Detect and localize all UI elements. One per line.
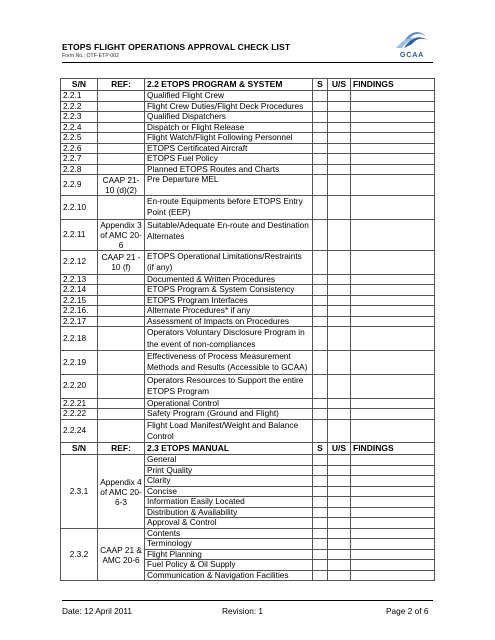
ref-cell bbox=[98, 409, 145, 420]
s-cell[interactable] bbox=[313, 196, 328, 220]
s-cell[interactable] bbox=[313, 398, 328, 409]
us-cell[interactable] bbox=[328, 528, 351, 539]
us-cell[interactable] bbox=[328, 164, 351, 175]
us-cell[interactable] bbox=[328, 101, 351, 112]
ref-cell bbox=[98, 316, 145, 327]
table-row bbox=[61, 528, 435, 539]
section-title: 2.3 ETOPS MANUAL bbox=[145, 443, 313, 455]
sn-cell: 2.2.12 bbox=[61, 250, 98, 274]
item-cell: Qualified Flight Crew bbox=[145, 91, 313, 102]
sn-cell: 2.2.15 bbox=[61, 295, 98, 306]
sn-cell: 2.2.21 bbox=[61, 398, 98, 409]
item-cell: Concise bbox=[145, 486, 313, 497]
us-cell[interactable] bbox=[328, 570, 351, 581]
us-cell[interactable] bbox=[328, 306, 351, 317]
sn-cell: 2.2.13 bbox=[61, 274, 98, 285]
us-header: U/S bbox=[328, 79, 351, 91]
findings-cell[interactable] bbox=[351, 518, 435, 529]
s-cell[interactable] bbox=[313, 497, 328, 508]
item-cell: ETOPS Program Interfaces bbox=[145, 295, 313, 306]
table-row bbox=[61, 409, 435, 420]
table-row bbox=[61, 219, 435, 250]
us-cell[interactable] bbox=[328, 316, 351, 327]
ref-cell bbox=[98, 154, 145, 165]
findings-cell[interactable] bbox=[351, 549, 435, 560]
us-cell[interactable] bbox=[328, 455, 351, 466]
item-cell: Suitable/Adequate En-route and Destination Alternates bbox=[145, 219, 313, 250]
sn-cell: 2.3.2 bbox=[61, 528, 98, 581]
us-cell[interactable] bbox=[328, 143, 351, 154]
table-row bbox=[61, 374, 435, 398]
us-cell[interactable] bbox=[328, 486, 351, 497]
us-cell[interactable] bbox=[328, 274, 351, 285]
sn-cell: 2.2.7 bbox=[61, 154, 98, 165]
item-cell: Approval & Control bbox=[145, 518, 313, 529]
sn-cell: 2.2.1 bbox=[61, 91, 98, 102]
us-cell[interactable] bbox=[328, 122, 351, 133]
findings-cell[interactable] bbox=[351, 122, 435, 133]
sn-cell: 2.2.18 bbox=[61, 327, 98, 351]
sn-cell: 2.2.9 bbox=[61, 175, 98, 196]
item-cell: Flight Planning bbox=[145, 549, 313, 560]
findings-cell[interactable] bbox=[351, 327, 435, 351]
sn-cell: 2.2.3 bbox=[61, 112, 98, 123]
findings-cell[interactable] bbox=[351, 350, 435, 374]
ref-cell bbox=[98, 274, 145, 285]
us-cell[interactable] bbox=[328, 398, 351, 409]
table-row bbox=[61, 112, 435, 123]
item-cell: Fuel Policy & Oil Supply bbox=[145, 560, 313, 571]
findings-cell[interactable] bbox=[351, 219, 435, 250]
item-cell: Safety Program (Ground and Flight) bbox=[145, 409, 313, 420]
form-number: Form No.: OTF-ETP-002 bbox=[62, 53, 120, 59]
table-row bbox=[61, 316, 435, 327]
item-cell: ETOPS Program & System Consistency bbox=[145, 285, 313, 296]
findings-cell[interactable] bbox=[351, 285, 435, 296]
table-row bbox=[61, 327, 435, 351]
item-cell: Communication & Navigation Facilities bbox=[145, 570, 313, 581]
s-cell[interactable] bbox=[313, 549, 328, 560]
us-cell[interactable] bbox=[328, 154, 351, 165]
findings-cell[interactable] bbox=[351, 398, 435, 409]
us-cell[interactable] bbox=[328, 285, 351, 296]
s-cell[interactable] bbox=[313, 164, 328, 175]
sn-cell: 2.2.22 bbox=[61, 409, 98, 420]
table-row bbox=[61, 101, 435, 112]
table-row bbox=[61, 91, 435, 102]
findings-cell[interactable] bbox=[351, 306, 435, 317]
sn-cell: 2.2.16. bbox=[61, 306, 98, 317]
sn-cell: 2.2.11 bbox=[61, 219, 98, 250]
table-row bbox=[61, 419, 435, 443]
header-rule bbox=[62, 62, 433, 63]
s-cell[interactable] bbox=[313, 507, 328, 518]
us-header: U/S bbox=[328, 443, 351, 455]
sn-cell: 2.3.1 bbox=[61, 455, 98, 529]
findings-cell[interactable] bbox=[351, 112, 435, 123]
us-cell[interactable] bbox=[328, 497, 351, 508]
findings-cell[interactable] bbox=[351, 101, 435, 112]
us-cell[interactable] bbox=[328, 560, 351, 571]
ref-cell bbox=[98, 374, 145, 398]
item-cell: Operators Voluntary Disclosure Program in the event of non-compliances bbox=[145, 327, 313, 351]
table-row bbox=[61, 154, 435, 165]
logo-text: GCAA bbox=[399, 50, 425, 59]
ref-cell bbox=[98, 285, 145, 296]
sn-cell: 2.2.4 bbox=[61, 122, 98, 133]
findings-cell[interactable] bbox=[351, 196, 435, 220]
us-cell[interactable] bbox=[328, 374, 351, 398]
findings-cell[interactable] bbox=[351, 274, 435, 285]
us-cell[interactable] bbox=[328, 112, 351, 123]
item-cell: General bbox=[145, 455, 313, 466]
item-cell: Operators Resources to Support the entire ETOPS Program bbox=[145, 374, 313, 398]
etops-program-section bbox=[61, 79, 435, 443]
s-cell[interactable] bbox=[313, 133, 328, 144]
s-cell[interactable] bbox=[313, 122, 328, 133]
item-cell: Dispatch or Flight Release bbox=[145, 122, 313, 133]
table-row bbox=[61, 250, 435, 274]
table-row bbox=[61, 295, 435, 306]
item-cell: Flight Load Manifest/Weight and Balance Control bbox=[145, 419, 313, 443]
findings-cell[interactable] bbox=[351, 528, 435, 539]
ref-cell bbox=[98, 295, 145, 306]
ref-cell bbox=[98, 91, 145, 102]
s-cell[interactable] bbox=[313, 455, 328, 466]
ref-cell bbox=[98, 196, 145, 220]
table-row bbox=[61, 196, 435, 220]
ref-cell: Appendix 4 of AMC 20-6-3 bbox=[98, 455, 145, 529]
s-cell[interactable] bbox=[313, 486, 328, 497]
item-cell: Flight Watch/Flight Following Personnel bbox=[145, 133, 313, 144]
findings-cell[interactable] bbox=[351, 476, 435, 487]
ref-header: REF: bbox=[98, 443, 145, 455]
section-header-row bbox=[61, 443, 435, 455]
table-row bbox=[61, 455, 435, 466]
ref-cell: Appendix 3 of AMC 20-6 bbox=[98, 219, 145, 250]
s-cell[interactable] bbox=[313, 528, 328, 539]
s-cell[interactable] bbox=[313, 285, 328, 296]
gcaa-logo bbox=[386, 26, 438, 60]
us-cell[interactable] bbox=[328, 419, 351, 443]
s-cell[interactable] bbox=[313, 175, 328, 196]
checklist-table bbox=[60, 78, 435, 581]
item-cell: ETOPS Operational Limitations/Restraints (if any) bbox=[145, 250, 313, 274]
item-cell: Clarity bbox=[145, 476, 313, 487]
item-cell: Contents bbox=[145, 528, 313, 539]
ref-cell bbox=[98, 306, 145, 317]
s-cell[interactable] bbox=[313, 143, 328, 154]
item-cell: En-route Equipments before ETOPS Entry Point (EEP) bbox=[145, 196, 313, 220]
item-cell: Assessment of Impacts on Procedures bbox=[145, 316, 313, 327]
item-cell: Qualified Dispatchers bbox=[145, 112, 313, 123]
table-row bbox=[61, 122, 435, 133]
findings-header: FINDINGS bbox=[351, 79, 435, 91]
s-cell[interactable] bbox=[313, 476, 328, 487]
findings-cell[interactable] bbox=[351, 570, 435, 581]
findings-cell[interactable] bbox=[351, 507, 435, 518]
ref-header: REF: bbox=[98, 79, 145, 91]
sn-cell: 2.2.14 bbox=[61, 285, 98, 296]
s-cell[interactable] bbox=[313, 219, 328, 250]
sn-cell: 2.2.24 bbox=[61, 419, 98, 443]
s-cell[interactable] bbox=[313, 295, 328, 306]
item-cell: Alternate Procedures* if any bbox=[145, 306, 313, 317]
findings-cell[interactable] bbox=[351, 133, 435, 144]
findings-cell[interactable] bbox=[351, 250, 435, 274]
findings-cell[interactable] bbox=[351, 419, 435, 443]
sn-cell: 2.2.2 bbox=[61, 101, 98, 112]
s-cell[interactable] bbox=[313, 250, 328, 274]
table-row bbox=[61, 306, 435, 317]
ref-cell bbox=[98, 419, 145, 443]
table-row bbox=[61, 350, 435, 374]
ref-cell bbox=[98, 164, 145, 175]
findings-cell[interactable] bbox=[351, 374, 435, 398]
table-row bbox=[61, 398, 435, 409]
footer-page-number: Page 2 of 6 bbox=[386, 606, 429, 616]
section-title: 2.2 ETOPS PROGRAM & SYSTEM bbox=[145, 79, 313, 91]
findings-cell[interactable] bbox=[351, 154, 435, 165]
etops-manual-section bbox=[61, 443, 435, 581]
s-cell[interactable] bbox=[313, 91, 328, 102]
us-cell[interactable] bbox=[328, 507, 351, 518]
us-cell[interactable] bbox=[328, 350, 351, 374]
ref-cell bbox=[98, 398, 145, 409]
sn-cell: 2.2.10 bbox=[61, 196, 98, 220]
s-cell[interactable] bbox=[313, 409, 328, 420]
sn-cell: 2.2.8 bbox=[61, 164, 98, 175]
s-header: S bbox=[313, 79, 328, 91]
item-cell: Documented & Written Procedures bbox=[145, 274, 313, 285]
ref-cell bbox=[98, 350, 145, 374]
findings-cell[interactable] bbox=[351, 143, 435, 154]
item-cell: Pre Departure MEL bbox=[145, 175, 313, 196]
sn-header: S/N bbox=[61, 79, 98, 91]
footer-date: Date: 12 April 2011 bbox=[62, 606, 132, 616]
s-cell[interactable] bbox=[313, 350, 328, 374]
item-cell: Planned ETOPS Routes and Charts bbox=[145, 164, 313, 175]
findings-cell[interactable] bbox=[351, 455, 435, 466]
ref-cell: CAAP 21-10 (d)(2) bbox=[98, 175, 145, 196]
document-title: ETOPS FLIGHT OPERATIONS APPROVAL CHECK LIST bbox=[62, 42, 291, 52]
gcaa-logo-mark bbox=[386, 26, 438, 52]
findings-cell[interactable] bbox=[351, 91, 435, 102]
us-cell[interactable] bbox=[328, 539, 351, 550]
us-cell[interactable] bbox=[328, 91, 351, 102]
table-row bbox=[61, 143, 435, 154]
sn-cell: 2.2.19 bbox=[61, 350, 98, 374]
table-row bbox=[61, 175, 435, 196]
findings-cell[interactable] bbox=[351, 409, 435, 420]
ref-cell bbox=[98, 133, 145, 144]
us-cell[interactable] bbox=[328, 549, 351, 560]
table-row bbox=[61, 133, 435, 144]
s-cell[interactable] bbox=[313, 570, 328, 581]
item-cell: Flight Crew Duties/Flight Deck Procedures bbox=[145, 101, 313, 112]
findings-cell[interactable] bbox=[351, 316, 435, 327]
table-row bbox=[61, 274, 435, 285]
item-cell: ETOPS Fuel Policy bbox=[145, 154, 313, 165]
us-cell[interactable] bbox=[328, 250, 351, 274]
ref-cell: CAAP 21 - 10 (f) bbox=[98, 250, 145, 274]
us-cell[interactable] bbox=[328, 518, 351, 529]
sn-header: S/N bbox=[61, 443, 98, 455]
findings-cell[interactable] bbox=[351, 175, 435, 196]
s-cell[interactable] bbox=[313, 316, 328, 327]
item-cell: Terminology bbox=[145, 539, 313, 550]
us-cell[interactable] bbox=[328, 196, 351, 220]
findings-cell[interactable] bbox=[351, 539, 435, 550]
s-cell[interactable] bbox=[313, 306, 328, 317]
s-cell[interactable] bbox=[313, 560, 328, 571]
s-cell[interactable] bbox=[313, 112, 328, 123]
item-cell: ETOPS Certificated Aircraft bbox=[145, 143, 313, 154]
item-cell: Effectiveness of Process Measurement Methods and Results (Accessible to GCAA) bbox=[145, 350, 313, 374]
us-cell[interactable] bbox=[328, 476, 351, 487]
us-cell[interactable] bbox=[328, 295, 351, 306]
footer-revision: Revision: 1 bbox=[222, 606, 264, 616]
section-header-row bbox=[61, 79, 435, 91]
findings-header: FINDINGS bbox=[351, 443, 435, 455]
findings-cell[interactable] bbox=[351, 560, 435, 571]
findings-cell[interactable] bbox=[351, 465, 435, 476]
ref-cell bbox=[98, 112, 145, 123]
ref-cell bbox=[98, 143, 145, 154]
item-cell: Print Quality bbox=[145, 465, 313, 476]
table-row bbox=[61, 285, 435, 296]
s-cell[interactable] bbox=[313, 154, 328, 165]
s-cell[interactable] bbox=[313, 374, 328, 398]
s-cell[interactable] bbox=[313, 539, 328, 550]
findings-cell[interactable] bbox=[351, 486, 435, 497]
us-cell[interactable] bbox=[328, 327, 351, 351]
sn-cell: 2.2.6 bbox=[61, 143, 98, 154]
us-cell[interactable] bbox=[328, 133, 351, 144]
ref-cell: CAAP 21 & AMC 20-6 bbox=[98, 528, 145, 581]
item-cell: Information Easily Located bbox=[145, 497, 313, 508]
s-cell[interactable] bbox=[313, 327, 328, 351]
s-header: S bbox=[313, 443, 328, 455]
s-cell[interactable] bbox=[313, 419, 328, 443]
ref-cell bbox=[98, 122, 145, 133]
us-cell[interactable] bbox=[328, 175, 351, 196]
item-cell: Distribution & Availability bbox=[145, 507, 313, 518]
s-cell[interactable] bbox=[313, 274, 328, 285]
us-cell[interactable] bbox=[328, 219, 351, 250]
s-cell[interactable] bbox=[313, 101, 328, 112]
findings-cell[interactable] bbox=[351, 497, 435, 508]
us-cell[interactable] bbox=[328, 409, 351, 420]
table-row bbox=[61, 164, 435, 175]
ref-cell bbox=[98, 327, 145, 351]
findings-cell[interactable] bbox=[351, 164, 435, 175]
item-cell: Operational Control bbox=[145, 398, 313, 409]
s-cell[interactable] bbox=[313, 518, 328, 529]
sn-cell: 2.2.17 bbox=[61, 316, 98, 327]
us-cell[interactable] bbox=[328, 465, 351, 476]
footer-rule bbox=[62, 600, 433, 601]
findings-cell[interactable] bbox=[351, 295, 435, 306]
ref-cell bbox=[98, 101, 145, 112]
sn-cell: 2.2.20 bbox=[61, 374, 98, 398]
sn-cell: 2.2.5 bbox=[61, 133, 98, 144]
s-cell[interactable] bbox=[313, 465, 328, 476]
